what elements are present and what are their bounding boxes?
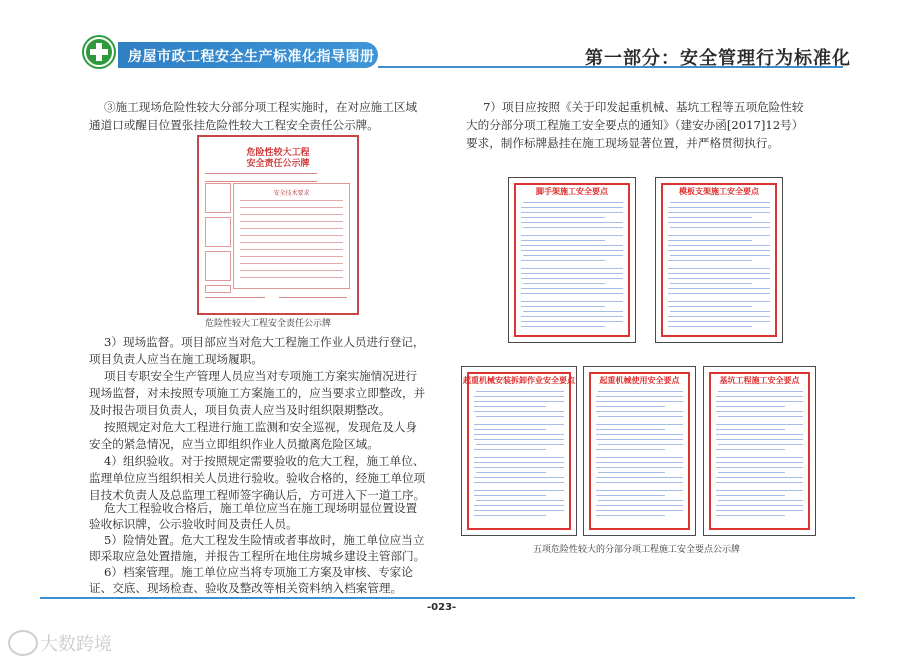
card-text-line	[476, 444, 564, 445]
sign-field	[205, 175, 317, 182]
card-text-line	[668, 240, 752, 241]
card-text-line	[668, 268, 770, 269]
card-text-line	[598, 472, 665, 473]
card-text-line	[474, 462, 564, 463]
card-text-line	[668, 293, 770, 294]
card-text-line	[668, 217, 752, 218]
card-text-line	[668, 250, 770, 251]
card-text-line	[598, 444, 683, 445]
paragraph-line: 现场监督，对未按照专项施工方案施工的，应当要求立即整改，并	[89, 386, 426, 400]
card-text-line	[598, 416, 683, 417]
paragraph-line: 3）现场监督。项目部应当对危大工程施工作业人员进行登记，	[104, 335, 425, 349]
card-text-line	[596, 406, 665, 407]
page-header	[0, 0, 900, 78]
card-text-line	[718, 444, 803, 445]
card-text-line	[668, 235, 770, 236]
paragraph-line: 按照规定对危大工程进行施工监测和安全巡视，发现危及人身	[104, 420, 418, 434]
card-text-line	[596, 439, 683, 440]
right-intro-line-2: 大的分部分项工程施工安全要点的通知》（建安办函[2017]12号）	[466, 118, 804, 132]
card-text-line	[474, 429, 546, 430]
sign-text-line	[240, 214, 343, 215]
card-text-line	[716, 462, 803, 463]
card-title: 模板支架施工安全要点	[679, 186, 759, 196]
card-text-line	[474, 434, 564, 435]
card-text-line	[716, 505, 803, 506]
card-text-line	[521, 235, 623, 236]
card-text-line	[596, 424, 683, 425]
paragraph-line: 监理单位应当组织相关人员进行验收。验收合格的，经施工单位项	[89, 471, 426, 485]
card-text-line	[474, 505, 564, 506]
right-intro-line-3: 要求，制作标牌悬挂在施工现场显著位置，并严格贯彻执行。	[466, 136, 780, 150]
sign-text-line	[240, 263, 343, 264]
card-text-line	[474, 457, 564, 458]
sign-photo-box	[205, 217, 231, 247]
sign-field	[205, 167, 317, 174]
card-text-line	[668, 212, 770, 213]
part-title: 第一部分：安全管理行为标准化	[585, 48, 851, 69]
card-text-line	[596, 482, 683, 483]
card-text-line	[668, 306, 752, 307]
card-text-line	[716, 482, 803, 483]
card-title: 基坑工程施工安全要点	[719, 375, 800, 385]
card-text-line	[716, 406, 785, 407]
sign-bottom-line	[279, 297, 347, 298]
card-text-line	[668, 321, 770, 322]
sign-text-line	[240, 256, 343, 257]
card-text-line	[521, 278, 623, 279]
card-text-line	[596, 490, 683, 491]
sign-text-line	[240, 200, 343, 201]
card-text-line	[474, 401, 564, 402]
sign-text-line	[240, 277, 343, 278]
card-text-line	[718, 500, 803, 501]
safety-cross-logo-icon	[84, 37, 114, 67]
card-text-line	[718, 391, 803, 392]
card-text-line	[521, 240, 605, 241]
card-text-line	[716, 477, 803, 478]
card-text-line	[474, 449, 546, 450]
safety-card-scaffold	[508, 177, 636, 343]
card-text-line	[596, 411, 683, 412]
card-text-line	[716, 490, 803, 491]
card-text-line	[668, 316, 770, 317]
sign-text-line	[240, 235, 343, 236]
watermark-logo-icon	[8, 630, 38, 656]
card-text-line	[523, 255, 623, 256]
card-text-line	[668, 273, 770, 274]
card-text-line	[474, 411, 564, 412]
sign-photo-box	[205, 285, 231, 293]
card-text-line	[718, 472, 785, 473]
card-text-line	[474, 490, 564, 491]
paragraph-line: 安全的紧急情况，应当立即组织作业人员撤离危险区域。	[89, 437, 379, 451]
card-text-line	[716, 515, 785, 516]
card-text-line	[598, 500, 683, 501]
card-text-line	[670, 227, 770, 228]
card-text-line	[716, 457, 803, 458]
card-text-line	[521, 293, 623, 294]
card-text-line	[596, 505, 683, 506]
safety-responsibility-sign	[197, 135, 359, 315]
card-text-line	[521, 326, 605, 327]
card-text-line	[668, 301, 770, 302]
right-intro-line-1: 7）项目应按照《关于印发起重机械、基坑工程等五项危险性较	[483, 100, 804, 114]
card-text-line	[521, 207, 623, 208]
card-text-line	[596, 449, 665, 450]
right-figure-caption: 五项危险性较大的分部分项工程施工安全要点公示牌	[533, 545, 741, 555]
card-text-line	[521, 306, 605, 307]
card-text-line	[521, 316, 623, 317]
card-text-line	[474, 510, 564, 511]
card-text-line	[668, 278, 770, 279]
card-text-line	[476, 472, 546, 473]
card-text-line	[521, 260, 605, 261]
card-text-line	[596, 495, 665, 496]
card-text-line	[523, 311, 623, 312]
paragraph-line: 证、交底、现场检查、验收及整改等相关资料纳入档案管理。	[89, 581, 403, 595]
paragraph-line: 项目专职安全生产管理人员应当对专项施工方案实施情况进行	[104, 369, 418, 383]
card-text-line	[596, 396, 683, 397]
card-text-line	[670, 311, 770, 312]
left-intro-line-1: ③施工现场危险性较大分部分项工程实施时，在对应施工区域	[104, 100, 418, 114]
card-text-line	[474, 482, 564, 483]
card-text-line	[521, 301, 623, 302]
paragraph-line: 6）档案管理。施工单位应当将专项施工方案及审核、专家论	[104, 565, 413, 579]
card-text-line	[523, 202, 623, 203]
card-text-line	[521, 268, 623, 269]
card-text-line	[716, 449, 785, 450]
left-figure-caption: 危险性较大工程安全责任公示牌	[205, 319, 332, 329]
left-intro-line-2: 通道口或醒目位置张挂危险性较大工程安全责任公示牌。	[89, 118, 379, 132]
sign-photo-box	[205, 183, 231, 213]
sign-text-line	[240, 228, 343, 229]
paragraph-line: 4）组织验收。对于按照规定需要验收的危大工程，施工单位、	[104, 454, 425, 468]
card-text-line	[474, 424, 564, 425]
card-text-line	[668, 222, 770, 223]
card-title: 脚手架施工安全要点	[536, 186, 608, 196]
card-text-line	[670, 283, 752, 284]
card-text-line	[474, 439, 564, 440]
card-text-line	[474, 467, 564, 468]
card-text-line	[596, 510, 683, 511]
paragraph-line: 验收标识牌，公示验收时间及责任人员。	[89, 517, 298, 531]
sign-title-line-1: 危险性较大工程	[246, 148, 310, 158]
sign-text-line	[240, 221, 343, 222]
sign-text-line	[240, 242, 343, 243]
card-text-line	[596, 401, 683, 402]
card-text-line	[716, 411, 803, 412]
card-text-line	[716, 396, 803, 397]
card-text-line	[523, 227, 623, 228]
card-text-line	[718, 416, 803, 417]
card-text-line	[596, 467, 683, 468]
paragraph-line: 危大工程验收合格后，施工单位应当在施工现场明显位置设置	[104, 501, 418, 515]
card-text-line	[668, 326, 752, 327]
sign-photo-box	[205, 251, 231, 281]
card-text-line	[670, 255, 770, 256]
paragraph-line: 目技术负责人及总监理工程师签字确认后，方可进入下一道工序。	[89, 488, 426, 502]
watermark-text: 大数跨境	[40, 634, 112, 655]
card-text-line	[596, 515, 665, 516]
card-title: 起重机械使用安全要点	[599, 375, 680, 385]
card-text-line	[598, 391, 683, 392]
paragraph-line: 即采取应急处置措施，并报告工程所在地住房城乡建设主管部门。	[89, 549, 426, 563]
card-text-line	[716, 401, 803, 402]
card-text-line	[596, 457, 683, 458]
sign-requirements-box	[233, 183, 350, 289]
card-text-line	[521, 245, 623, 246]
card-text-line	[521, 212, 623, 213]
card-text-line	[670, 202, 770, 203]
card-text-line	[521, 288, 623, 289]
paragraph-line: 5）险情处置。危大工程发生险情或者事故时，施工单位应当立	[104, 533, 425, 547]
safety-card-crane-install	[461, 366, 577, 536]
card-text-line	[668, 245, 770, 246]
sign-text-line	[240, 207, 343, 208]
page-number: -023-	[427, 602, 457, 613]
card-title: 起重机械安装拆卸作业安全要点	[463, 375, 575, 385]
card-text-line	[716, 434, 803, 435]
card-text-line	[476, 416, 564, 417]
footer-rule	[40, 597, 855, 599]
card-text-line	[716, 429, 785, 430]
card-text-line	[716, 495, 785, 496]
card-text-line	[596, 477, 683, 478]
safety-card-formwork	[655, 177, 783, 343]
card-text-line	[474, 495, 546, 496]
card-text-line	[596, 429, 665, 430]
card-text-line	[474, 406, 546, 407]
sign-text-line	[240, 270, 343, 271]
card-text-line	[523, 283, 605, 284]
card-text-line	[521, 222, 623, 223]
card-text-line	[476, 391, 564, 392]
card-text-line	[596, 462, 683, 463]
card-text-line	[668, 260, 752, 261]
book-title: 房屋市政工程安全生产标准化指导图册	[128, 49, 375, 65]
paragraph-line: 项目负责人应当在施工现场履职。	[89, 352, 263, 366]
card-text-line	[521, 321, 623, 322]
safety-card-crane-use	[583, 366, 696, 536]
card-text-line	[521, 217, 605, 218]
card-text-line	[716, 467, 803, 468]
card-text-line	[521, 250, 623, 251]
card-text-line	[596, 434, 683, 435]
card-text-line	[521, 273, 623, 274]
card-text-line	[716, 510, 803, 511]
card-text-line	[474, 396, 564, 397]
card-text-line	[716, 439, 803, 440]
card-text-line	[474, 515, 546, 516]
sign-title-line-2: 安全责任公示牌	[246, 159, 310, 169]
card-text-line	[668, 207, 770, 208]
card-text-line	[716, 424, 803, 425]
safety-card-excavation	[703, 366, 816, 536]
sign-text-line	[240, 249, 343, 250]
card-text-line	[668, 288, 770, 289]
card-text-line	[474, 477, 564, 478]
card-text-line	[476, 500, 564, 501]
sign-requirements-title: 安全技术要求	[273, 190, 310, 197]
sign-bottom-line	[205, 297, 265, 298]
paragraph-line: 及时报告项目负责人，项目负责人应当及时组织限期整改。	[89, 403, 391, 417]
